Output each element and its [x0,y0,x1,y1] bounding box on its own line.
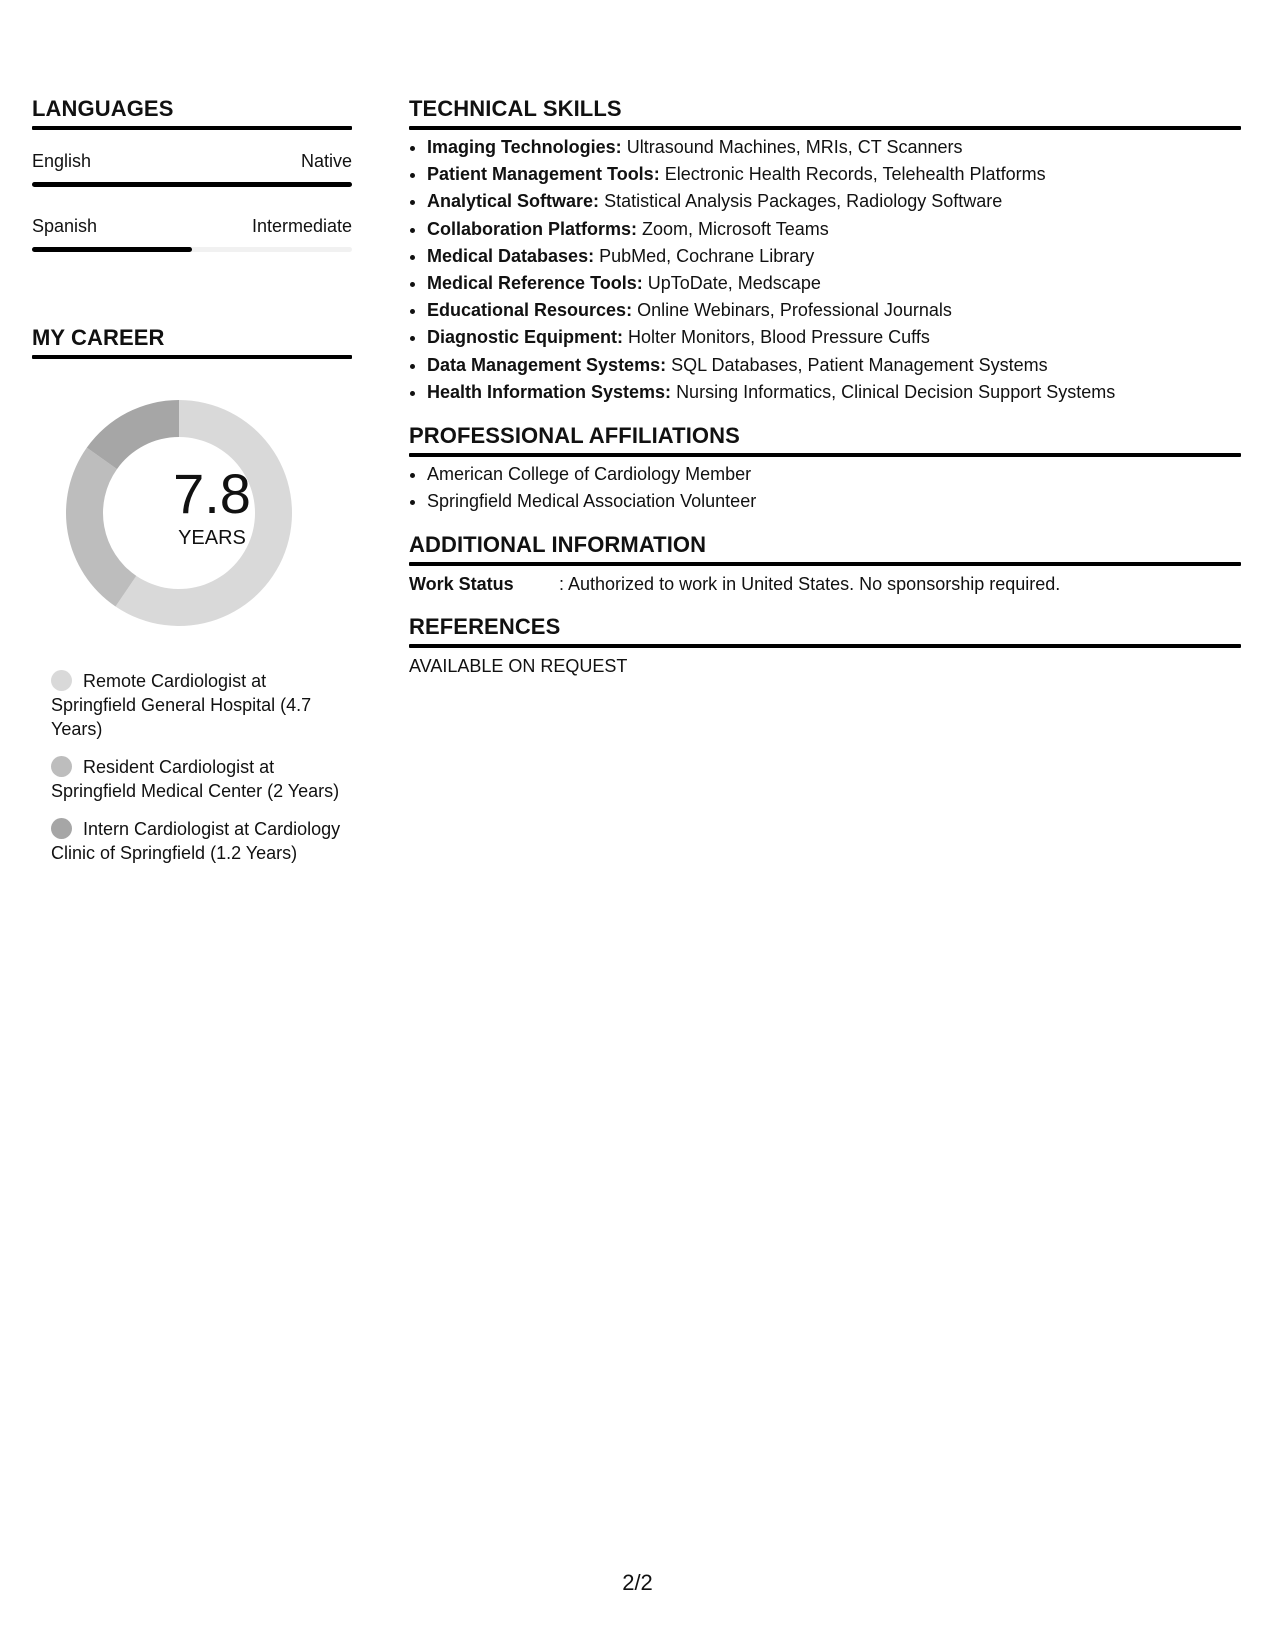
skill-label: Educational Resources: [427,300,633,321]
language-item [32,149,352,187]
work-status-row [409,571,1241,597]
language-level: Native [300,151,352,171]
languages-heading: LANGUAGES [32,96,174,121]
skill-value: Nursing Informatics, Clinical Decision Support Systems [676,381,1116,402]
career-heading: MY CAREER [32,325,165,350]
technical-skills-heading: TECHNICAL SKILLS [409,96,622,121]
skill-item [427,134,1241,161]
technical-skills-heading-rule [409,126,1241,130]
language-proficiency-bar [32,247,352,252]
skill-item [427,243,1241,270]
skill-item [427,188,1241,215]
technical-skills-list [409,134,1241,406]
legend-dot-icon [51,756,72,777]
legend-label: Intern Cardiologist at Cardiology Clinic of Springfield (1.2 Years) [51,819,341,863]
references-section [409,610,1241,679]
additional-info-section [409,528,1241,597]
left-column [32,92,352,879]
legend-item [32,669,352,741]
skill-item [427,352,1241,379]
skill-label: Collaboration Platforms: [427,218,638,239]
skill-label: Analytical Software: [427,191,600,212]
skill-item [427,297,1241,324]
skill-item [427,270,1241,297]
languages-heading-rule [32,126,352,130]
languages-section [32,92,352,252]
references-heading: REFERENCES [409,614,561,640]
affiliations-section [409,419,1241,515]
career-total-unit: YEARS [178,527,246,549]
legend-dot-icon [51,818,72,839]
skill-value: Holter Monitors, Blood Pressure Cuffs [628,327,930,348]
work-status-value: : Authorized to work in United States. No sponsorship required. [559,574,1061,595]
skill-value: Zoom, Microsoft Teams [642,218,829,239]
references-heading-rule [409,644,1241,648]
skill-label: Diagnostic Equipment: [427,327,624,348]
skill-label: Medical Reference Tools: [427,273,643,294]
language-proficiency-bar [32,182,352,187]
career-legend [32,669,352,865]
legend-item [32,817,352,865]
legend-label: Resident Cardiologist at Springfield Medical Center (2 Years) [51,757,340,801]
language-proficiency-fill [32,182,352,187]
skill-value: Statistical Analysis Packages, Radiology Software [604,191,1003,212]
skill-item [427,216,1241,243]
legend-label: Remote Cardiologist at Springfield General Hospital (4.7 Years) [51,671,312,739]
skill-value: SQL Databases, Patient Management Systems [671,354,1048,375]
skill-value: UpToDate, Medscape [647,273,821,294]
skill-value: Online Webinars, Professional Journals [637,300,952,321]
additional-info-heading-rule [409,562,1241,566]
language-item [32,214,352,252]
career-section [32,321,352,865]
skill-value: Ultrasound Machines, MRIs, CT Scanners [626,137,963,157]
career-heading-rule [32,355,352,359]
right-column [409,92,1241,679]
affiliation-item: • American College of Cardiology Member [427,461,1241,488]
technical-skills-section [409,92,1241,406]
legend-item [32,755,352,803]
skill-label: Data Management Systems: [427,354,667,375]
skill-label: Health Information Systems: [427,381,672,402]
skill-item [427,379,1241,406]
language-name: Spanish [32,216,98,236]
skill-value: Electronic Health Records, Telehealth Platforms [664,164,1046,185]
affiliations-heading: PROFESSIONAL AFFILIATIONS [409,423,740,449]
additional-info-heading: ADDITIONAL INFORMATION [409,532,707,558]
skill-item [427,161,1241,188]
legend-dot-icon [51,670,72,691]
skill-label: Patient Management Tools: [427,164,660,185]
skill-label: Medical Databases: [427,245,595,266]
language-proficiency-fill [32,247,192,252]
page-number: 2/2 [622,1570,653,1595]
work-status-key: Work Status [409,574,514,595]
references-text: AVAILABLE ON REQUEST [409,656,628,677]
language-level: Intermediate [251,216,352,236]
career-total-value: 7.8 [173,462,251,525]
skill-item [427,324,1241,351]
skill-value: PubMed, Cochrane Library [599,245,815,266]
affiliations-heading-rule [409,453,1241,457]
language-name: English [32,151,92,171]
career-donut-chart [32,399,352,639]
affiliations-list [409,461,1241,515]
affiliation-item: • Springfield Medical Association Volunteer [427,488,1241,515]
skill-label: Imaging Technologies: [427,137,622,157]
